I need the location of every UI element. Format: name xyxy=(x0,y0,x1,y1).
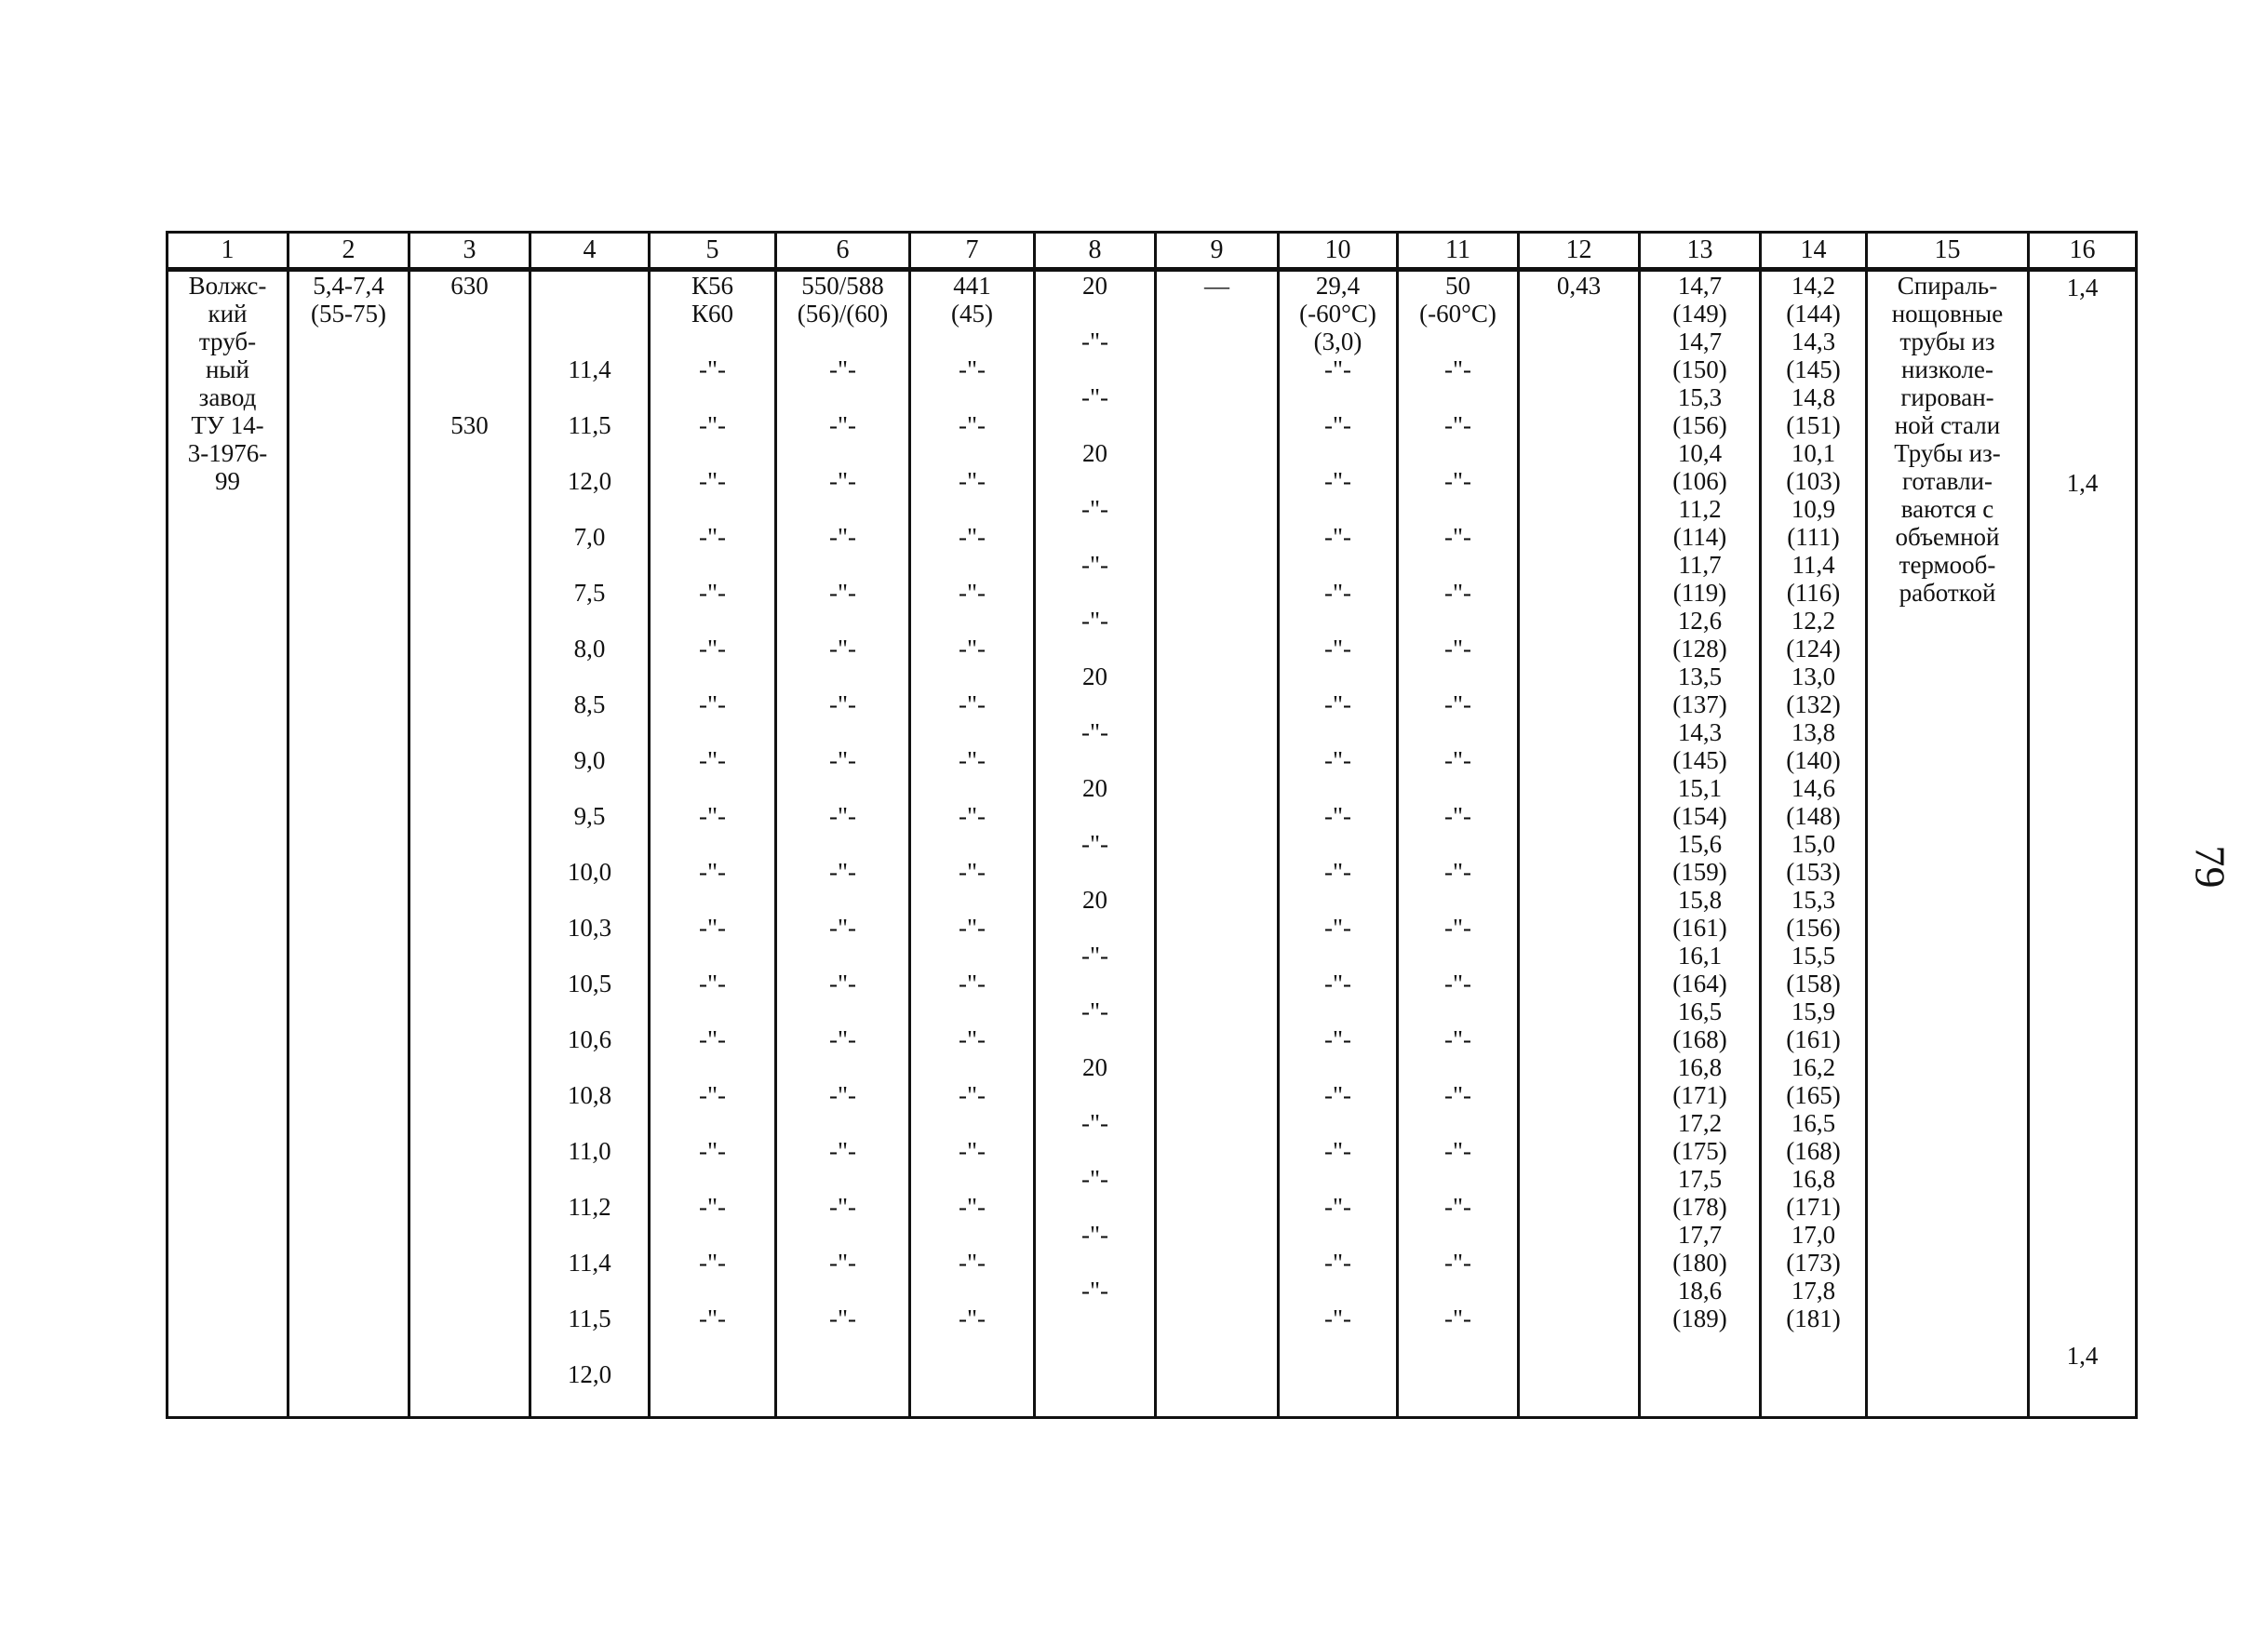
yield-value: (45) xyxy=(951,300,993,328)
ditto-mark: -"- xyxy=(828,746,856,774)
col13-value: 11,2 xyxy=(1678,495,1722,523)
ditto-mark: -"- xyxy=(828,1025,856,1053)
col14-value: (116) xyxy=(1786,579,1841,607)
col14-value: (168) xyxy=(1786,1137,1841,1165)
col8-value: -"- xyxy=(1080,551,1108,579)
col14-value: (153) xyxy=(1786,858,1841,886)
page-number: 79 xyxy=(2186,845,2234,889)
col13-value: (154) xyxy=(1672,802,1727,830)
col-header: 1 xyxy=(168,233,289,270)
ditto-mark: -"- xyxy=(958,1193,986,1221)
ditto-mark: -"- xyxy=(1443,746,1471,774)
col-header: 11 xyxy=(1398,233,1519,270)
col14-value: (181) xyxy=(1786,1305,1841,1332)
note-line: нощовные xyxy=(1891,300,2004,328)
col14-value: (140) xyxy=(1786,746,1841,774)
col8-value: -"- xyxy=(1080,607,1108,635)
ditto-mark: -"- xyxy=(958,1305,986,1332)
col8-cell xyxy=(1035,270,1156,1418)
col-header: 10 xyxy=(1279,233,1398,270)
header-row xyxy=(168,233,2137,270)
col-header: 5 xyxy=(650,233,776,270)
col14-value: (145) xyxy=(1786,355,1841,383)
ditto-mark: -"- xyxy=(1443,970,1471,997)
ditto-mark: -"- xyxy=(1323,1081,1351,1109)
col14-value: (111) xyxy=(1787,523,1840,551)
col13-value: 17,5 xyxy=(1677,1165,1723,1193)
ditto-mark: -"- xyxy=(958,1249,986,1277)
grade-value: К56 xyxy=(691,272,733,300)
manufacturer-line: Волжс- xyxy=(188,272,267,300)
col14-value: 15,3 xyxy=(1791,886,1836,914)
ditto-mark: -"- xyxy=(698,355,726,383)
ditto-mark: -"- xyxy=(698,1249,726,1277)
col11-cell xyxy=(1398,270,1519,1418)
col13-value: 14,3 xyxy=(1677,718,1723,746)
col14-value: 16,5 xyxy=(1791,1109,1836,1137)
ditto-mark: -"- xyxy=(1323,690,1351,718)
col13-value: (145) xyxy=(1672,746,1727,774)
col8-value: 20 xyxy=(1082,886,1107,914)
col13-value: 15,1 xyxy=(1677,774,1723,802)
note-line: готавли- xyxy=(1902,467,1993,495)
ditto-mark: -"- xyxy=(828,467,856,495)
col13-value: 16,5 xyxy=(1677,997,1723,1025)
note-line: Трубы из- xyxy=(1894,439,2001,467)
col2-line: (55-75) xyxy=(311,300,386,328)
ditto-mark: -"- xyxy=(958,635,986,662)
ditto-mark: -"- xyxy=(698,635,726,662)
ditto-mark: -"- xyxy=(828,690,856,718)
col-header: 15 xyxy=(1867,233,2029,270)
col13-value: (156) xyxy=(1672,411,1727,439)
ditto-mark: -"- xyxy=(698,1081,726,1109)
col9-cell xyxy=(1156,270,1279,1418)
ditto-mark: -"- xyxy=(828,579,856,607)
ditto-mark: -"- xyxy=(1443,1081,1471,1109)
col13-value: 11,7 xyxy=(1678,551,1722,579)
wall-thickness-value: 8,5 xyxy=(573,690,606,718)
col3-line: 530 xyxy=(450,411,489,439)
note-line: работкой xyxy=(1899,579,1996,607)
col11-value: 50 xyxy=(1445,272,1470,300)
col-header: 7 xyxy=(910,233,1035,270)
col13-value: (137) xyxy=(1672,690,1727,718)
wall-thickness-value: 11,5 xyxy=(568,1305,611,1332)
col13-value: (171) xyxy=(1672,1081,1727,1109)
col13-value: 16,1 xyxy=(1677,942,1723,970)
col13-value: 15,8 xyxy=(1677,886,1723,914)
ditto-mark: -"- xyxy=(828,914,856,942)
col13-value: (189) xyxy=(1672,1305,1727,1332)
col13-value: 10,4 xyxy=(1677,439,1723,467)
col-header: 14 xyxy=(1761,233,1867,270)
ditto-mark: -"- xyxy=(958,970,986,997)
col-header: 4 xyxy=(530,233,650,270)
col14-value: (161) xyxy=(1786,1025,1841,1053)
col5-cell xyxy=(650,270,776,1418)
ditto-mark: -"- xyxy=(698,1193,726,1221)
col13-value: (149) xyxy=(1672,300,1727,328)
ditto-mark: -"- xyxy=(958,355,986,383)
ditto-mark: -"- xyxy=(1323,1137,1351,1165)
col14-value: 10,9 xyxy=(1791,495,1836,523)
ditto-mark: -"- xyxy=(698,690,726,718)
wall-thickness-value: 9,0 xyxy=(573,746,606,774)
ditto-mark: -"- xyxy=(1323,914,1351,942)
ditto-mark: -"- xyxy=(1443,467,1471,495)
col3-cell xyxy=(409,270,530,1418)
col9-value: — xyxy=(1204,272,1229,300)
ditto-mark: -"- xyxy=(698,411,726,439)
ditto-mark: -"- xyxy=(1443,355,1471,383)
manufacturer-line: 99 xyxy=(215,467,240,495)
wall-thickness-value: 9,5 xyxy=(573,802,606,830)
wall-thickness-value: 11,4 xyxy=(568,1249,611,1277)
ditto-mark: -"- xyxy=(698,914,726,942)
col13-value: (159) xyxy=(1672,858,1727,886)
ditto-mark: -"- xyxy=(828,1305,856,1332)
col13-value: 15,3 xyxy=(1677,383,1723,411)
col16-cell xyxy=(2029,270,2137,1418)
col-header: 8 xyxy=(1035,233,1156,270)
note-line: объемной xyxy=(1895,523,2000,551)
col14-cell xyxy=(1761,270,1867,1418)
ditto-mark: -"- xyxy=(698,1025,726,1053)
wall-thickness-value: 10,6 xyxy=(567,1025,612,1053)
col14-value: 14,3 xyxy=(1791,328,1836,355)
col12-value: 0,43 xyxy=(1556,272,1602,300)
ditto-mark: -"- xyxy=(828,1193,856,1221)
ditto-mark: -"- xyxy=(958,1081,986,1109)
grade-value: К60 xyxy=(691,300,733,328)
col8-value: -"- xyxy=(1080,942,1108,970)
col13-value: (175) xyxy=(1672,1137,1727,1165)
ditto-mark: -"- xyxy=(1323,467,1351,495)
col8-value: -"- xyxy=(1080,383,1108,411)
ditto-mark: -"- xyxy=(958,690,986,718)
ditto-mark: -"- xyxy=(1323,746,1351,774)
wall-thickness-value: 10,3 xyxy=(567,914,612,942)
wall-thickness-value: 11,2 xyxy=(568,1193,611,1221)
ditto-mark: -"- xyxy=(1323,355,1351,383)
col14-value: 17,0 xyxy=(1791,1221,1836,1249)
wall-thickness-value: 11,5 xyxy=(568,411,611,439)
col-header: 3 xyxy=(409,233,530,270)
strength-value: (56)/(60) xyxy=(797,300,889,328)
col-header: 6 xyxy=(776,233,910,270)
col8-value: -"- xyxy=(1080,328,1108,355)
ditto-mark: -"- xyxy=(828,355,856,383)
col13-value: (164) xyxy=(1672,970,1727,997)
ditto-mark: -"- xyxy=(1443,635,1471,662)
manufacturer-line: кий xyxy=(208,300,248,328)
yield-value: 441 xyxy=(953,272,991,300)
col13-value: (114) xyxy=(1672,523,1727,551)
ditto-mark: -"- xyxy=(698,802,726,830)
ditto-mark: -"- xyxy=(1443,1137,1471,1165)
col13-value: 17,2 xyxy=(1677,1109,1723,1137)
col13-value: 14,7 xyxy=(1677,328,1723,355)
ditto-mark: -"- xyxy=(1443,690,1471,718)
manufacturer-line: ТУ 14- xyxy=(191,411,264,439)
manufacturer-line: завод xyxy=(198,383,257,411)
col14-value: (124) xyxy=(1786,635,1841,662)
note-cell xyxy=(1867,270,2029,1418)
col7-cell xyxy=(910,270,1035,1418)
ditto-mark: -"- xyxy=(828,970,856,997)
strength-value: 550/588 xyxy=(801,272,884,300)
ditto-mark: -"- xyxy=(1443,523,1471,551)
wall-thickness-value: 10,8 xyxy=(567,1081,612,1109)
manufacturer-line: труб- xyxy=(198,328,257,355)
ditto-mark: -"- xyxy=(698,1305,726,1332)
ditto-mark: -"- xyxy=(958,802,986,830)
wall-thickness-value: 10,0 xyxy=(567,858,612,886)
col14-value: 11,4 xyxy=(1792,551,1835,579)
ditto-mark: -"- xyxy=(958,467,986,495)
col14-value: 16,2 xyxy=(1791,1053,1836,1081)
ditto-mark: -"- xyxy=(1443,914,1471,942)
wall-thickness-value: 10,5 xyxy=(567,970,612,997)
wall-thickness-value: 7,5 xyxy=(573,579,606,607)
col8-value: 20 xyxy=(1082,662,1107,690)
ditto-mark: -"- xyxy=(828,858,856,886)
ditto-mark: -"- xyxy=(698,579,726,607)
manufacturer-line: ный xyxy=(205,355,250,383)
ditto-mark: -"- xyxy=(1323,802,1351,830)
col14-value: (144) xyxy=(1786,300,1841,328)
col13-value: (180) xyxy=(1672,1249,1727,1277)
col14-value: 10,1 xyxy=(1791,439,1836,467)
ditto-mark: -"- xyxy=(698,1137,726,1165)
ditto-mark: -"- xyxy=(698,523,726,551)
col6-cell xyxy=(776,270,910,1418)
manufacturer-cell xyxy=(168,270,289,1418)
col14-value: (148) xyxy=(1786,802,1841,830)
col2-cell xyxy=(289,270,409,1418)
col14-value: (165) xyxy=(1786,1081,1841,1109)
col13-value: (168) xyxy=(1672,1025,1727,1053)
ditto-mark: -"- xyxy=(1443,1025,1471,1053)
col11-value: (-60°С) xyxy=(1419,300,1496,328)
col8-value: -"- xyxy=(1080,1221,1108,1249)
col8-value: -"- xyxy=(1080,1277,1108,1305)
ditto-mark: -"- xyxy=(828,802,856,830)
ditto-mark: -"- xyxy=(1323,579,1351,607)
col14-value: 17,8 xyxy=(1791,1277,1836,1305)
note-line: ваются с xyxy=(1900,495,1994,523)
col14-value: 15,5 xyxy=(1791,942,1836,970)
col13-value: (178) xyxy=(1672,1193,1727,1221)
col8-value: -"- xyxy=(1080,495,1108,523)
ditto-mark: -"- xyxy=(1443,1193,1471,1221)
ditto-mark: -"- xyxy=(698,467,726,495)
col13-value: (119) xyxy=(1672,579,1727,607)
ditto-mark: -"- xyxy=(1323,970,1351,997)
ditto-mark: -"- xyxy=(958,914,986,942)
ditto-mark: -"- xyxy=(828,635,856,662)
col13-value: 12,6 xyxy=(1677,607,1723,635)
wall-thickness-value: 12,0 xyxy=(567,467,612,495)
col8-value: -"- xyxy=(1080,1109,1108,1137)
col8-value: -"- xyxy=(1080,1165,1108,1193)
ditto-mark: -"- xyxy=(1323,858,1351,886)
specification-table xyxy=(166,231,2138,1419)
col8-value: 20 xyxy=(1082,272,1107,300)
ditto-mark: -"- xyxy=(958,523,986,551)
ditto-mark: -"- xyxy=(828,1137,856,1165)
col14-value: (173) xyxy=(1786,1249,1841,1277)
ditto-mark: -"- xyxy=(1443,858,1471,886)
ditto-mark: -"- xyxy=(828,1081,856,1109)
ditto-mark: -"- xyxy=(1323,411,1351,439)
ditto-mark: -"- xyxy=(958,579,986,607)
col16-value: 1,4 xyxy=(2066,469,2099,497)
wall-thickness-value: 12,0 xyxy=(567,1360,612,1388)
col-header: 13 xyxy=(1640,233,1761,270)
col8-value: 20 xyxy=(1082,1053,1107,1081)
col16-value: 1,4 xyxy=(2066,274,2099,301)
ditto-mark: -"- xyxy=(1323,1305,1351,1332)
col13-value: (128) xyxy=(1672,635,1727,662)
impact-value: (-60°С) xyxy=(1299,300,1376,328)
ditto-mark: -"- xyxy=(1443,802,1471,830)
ditto-mark: -"- xyxy=(1443,411,1471,439)
col13-cell xyxy=(1640,270,1761,1418)
col14-value: 13,0 xyxy=(1791,662,1836,690)
col13-value: (106) xyxy=(1672,467,1727,495)
col2-line: 5,4-7,4 xyxy=(313,272,384,300)
note-line: ной стали xyxy=(1894,411,2001,439)
col16-value: 1,4 xyxy=(2066,1342,2099,1370)
wall-thickness-value: 11,4 xyxy=(568,355,611,383)
col14-value: (151) xyxy=(1786,411,1841,439)
wall-thickness-value: 7,0 xyxy=(573,523,606,551)
col-header: 12 xyxy=(1519,233,1640,270)
ditto-mark: -"- xyxy=(958,411,986,439)
wall-thickness-value: 11,0 xyxy=(568,1137,611,1165)
col13-value: 16,8 xyxy=(1677,1053,1723,1081)
col8-value: -"- xyxy=(1080,830,1108,858)
col13-value: 14,7 xyxy=(1677,272,1723,300)
impact-value: 29,4 xyxy=(1315,272,1361,300)
col3-line: 630 xyxy=(450,272,489,300)
col10-cell xyxy=(1279,270,1398,1418)
wall-thickness-value: 8,0 xyxy=(573,635,606,662)
col14-value: (171) xyxy=(1786,1193,1841,1221)
ditto-mark: -"- xyxy=(1443,1305,1471,1332)
ditto-mark: -"- xyxy=(828,411,856,439)
col14-value: (132) xyxy=(1786,690,1841,718)
col14-value: (158) xyxy=(1786,970,1841,997)
col-header: 9 xyxy=(1156,233,1279,270)
ditto-mark: -"- xyxy=(828,523,856,551)
ditto-mark: -"- xyxy=(1323,523,1351,551)
manufacturer-line: 3-1976- xyxy=(187,439,268,467)
ditto-mark: -"- xyxy=(828,1249,856,1277)
ditto-mark: -"- xyxy=(958,1137,986,1165)
ditto-mark: -"- xyxy=(698,858,726,886)
col14-value: 16,8 xyxy=(1791,1165,1836,1193)
col8-value: -"- xyxy=(1080,997,1108,1025)
col14-value: 12,2 xyxy=(1791,607,1836,635)
note-line: термооб- xyxy=(1899,551,1996,579)
col14-value: 15,0 xyxy=(1791,830,1836,858)
col8-value: -"- xyxy=(1080,718,1108,746)
ditto-mark: -"- xyxy=(1323,1249,1351,1277)
ditto-mark: -"- xyxy=(1443,579,1471,607)
ditto-mark: -"- xyxy=(698,970,726,997)
ditto-mark: -"- xyxy=(698,746,726,774)
col8-value: 20 xyxy=(1082,439,1107,467)
table-row xyxy=(168,270,2137,1418)
col-header: 2 xyxy=(289,233,409,270)
col14-value: 13,8 xyxy=(1791,718,1836,746)
note-line: низколе- xyxy=(1901,355,1993,383)
col14-value: (103) xyxy=(1786,467,1841,495)
col13-value: 18,6 xyxy=(1677,1277,1723,1305)
ditto-mark: -"- xyxy=(1323,1193,1351,1221)
col13-value: 13,5 xyxy=(1677,662,1723,690)
col13-value: 17,7 xyxy=(1677,1221,1723,1249)
ditto-mark: -"- xyxy=(958,1025,986,1053)
col4-cell xyxy=(530,270,650,1418)
ditto-mark: -"- xyxy=(958,746,986,774)
col13-value: (161) xyxy=(1672,914,1727,942)
ditto-mark: -"- xyxy=(1323,1025,1351,1053)
impact-value: (3,0) xyxy=(1313,328,1362,355)
ditto-mark: -"- xyxy=(958,858,986,886)
col13-value: 15,6 xyxy=(1677,830,1723,858)
col-header: 16 xyxy=(2029,233,2137,270)
note-line: гирован- xyxy=(1900,383,1994,411)
col14-value: 14,8 xyxy=(1791,383,1836,411)
col8-value: 20 xyxy=(1082,774,1107,802)
col14-value: (156) xyxy=(1786,914,1841,942)
note-line: трубы из xyxy=(1899,328,1995,355)
col14-value: 14,6 xyxy=(1791,774,1836,802)
col13-value: (150) xyxy=(1672,355,1727,383)
ditto-mark: -"- xyxy=(1323,635,1351,662)
col12-cell xyxy=(1519,270,1640,1418)
ditto-mark: -"- xyxy=(1443,1249,1471,1277)
col14-value: 14,2 xyxy=(1791,272,1836,300)
note-line: Спираль- xyxy=(1897,272,1998,300)
col14-value: 15,9 xyxy=(1791,997,1836,1025)
